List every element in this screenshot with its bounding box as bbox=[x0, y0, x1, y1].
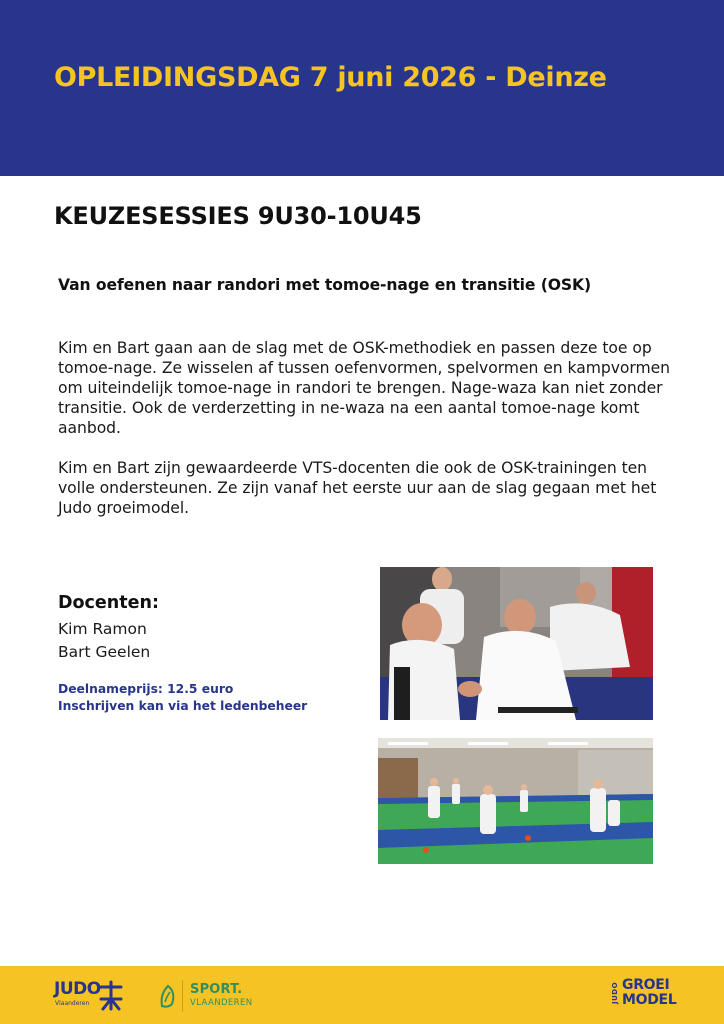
docenten-label: Docenten: bbox=[58, 593, 159, 613]
session-description-1: Kim en Bart gaan aan de slag met de OSK-methodiek en passen deze toe op tomoe-nage. Ze wisselen af tussen oefenvormen, spelvormen en kampvormen om uiteindelijk tomoe-nage in randori te brengen. Nage-waza kan niet zonder transitie. Ook de verderzetting in ne-waza na een aantal tomoe-nage komt aanbod. bbox=[58, 339, 670, 437]
session-description-2: Kim en Bart zijn gewaardeerde VTS-docenten die ook de OSK-trainingen ten volle ondersteunen. Ze zijn vanaf het eerste uur aan de slag gegaan met het Judo groeimodel. bbox=[58, 459, 657, 517]
docent-name: Bart Geelen bbox=[58, 643, 151, 661]
section-title: KEUZESESSIES 9U30-10U45 bbox=[54, 202, 422, 230]
groei-logo-side-text: JUDO bbox=[611, 981, 620, 1005]
logo-divider bbox=[182, 980, 183, 1012]
judo-vlaanderen-logo[interactable] bbox=[54, 979, 134, 1013]
groei-logo-line1: GROEI bbox=[622, 977, 670, 993]
session-title: Van oefenen naar randori met tomoe-nage en transitie (OSK) bbox=[58, 276, 592, 294]
dojo-group-training-photo bbox=[378, 738, 653, 864]
docent-name: Kim Ramon bbox=[58, 620, 147, 638]
judo-logo-subtext: Vlaanderen bbox=[55, 1000, 90, 1007]
sport-vlaanderen-logo[interactable] bbox=[158, 978, 268, 1016]
sport-logo-text: SPORT. bbox=[190, 982, 243, 997]
price-info: Deelnameprijs: 12.5 euro bbox=[58, 682, 234, 696]
groei-logo-line2: MODEL bbox=[622, 992, 677, 1008]
registration-info: Inschrijven kan via het ledenbeheer bbox=[58, 699, 308, 713]
judo-training-photo bbox=[380, 567, 653, 720]
header-banner bbox=[0, 0, 724, 176]
judo-groeimodel-logo[interactable] bbox=[612, 977, 682, 1015]
page-title: OPLEIDINGSDAG 7 juni 2026 - Deinze bbox=[54, 62, 607, 93]
judoka-icon bbox=[98, 979, 124, 1013]
judo-logo-text: JUDO bbox=[54, 979, 101, 999]
lion-emblem-icon bbox=[158, 982, 178, 1010]
sport-logo-subtext: VLAANDEREN bbox=[190, 998, 253, 1008]
